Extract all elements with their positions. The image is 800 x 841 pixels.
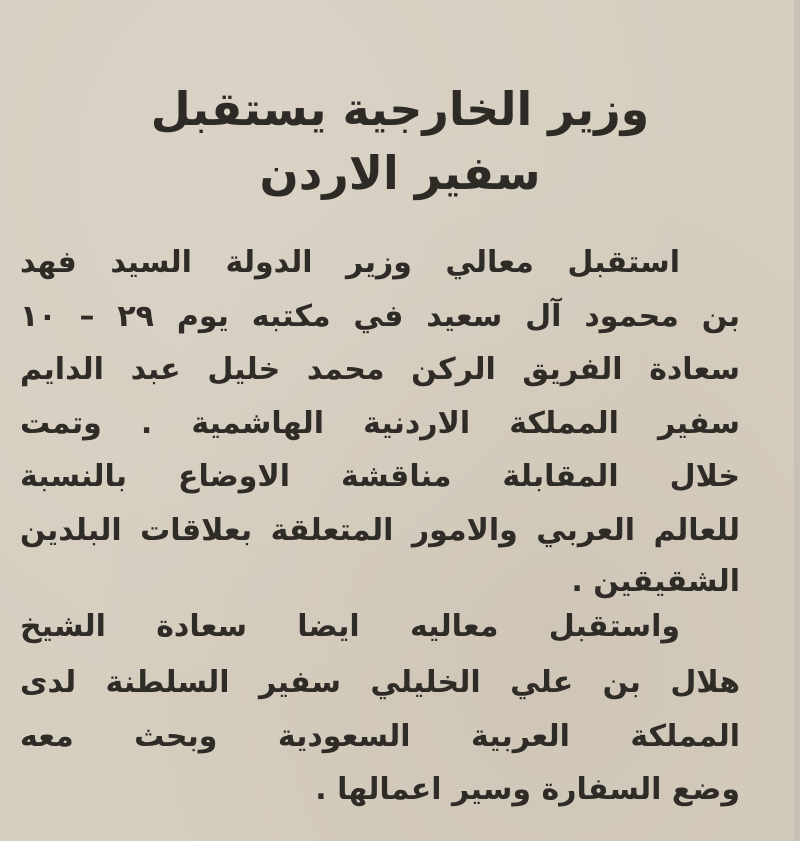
paragraph-2-line-4: وضع السفارة وسير اعمالها . (315, 772, 740, 807)
paragraph-2-line-3: المملكة العربية السعودية وبحث معه (20, 719, 740, 754)
paragraph-1-line-7: الشقيقين . (571, 564, 740, 599)
paragraph-1-line-4: سفير المملكة الاردنية الهاشمية . وتمت (20, 406, 740, 441)
scan-edge (794, 0, 800, 841)
paragraph-1-line-6: للعالم العربي والامور المتعلقة بعلاقات البلدين (20, 513, 740, 548)
paragraph-1-line-1: استقبل معالي وزير الدولة السيد فهد (20, 245, 680, 280)
headline-line-2: سفير الاردن (259, 146, 541, 200)
headline-line-1: وزير الخارجية يستقبل (150, 82, 650, 136)
paragraph-1-line-3: سعادة الفريق الركن محمد خليل عبد الدايم (20, 352, 740, 387)
paragraph-1-line-2: بن محمود آل سعيد في مكتبه يوم ٢٩ – ١٠ (20, 299, 740, 334)
paragraph-2-line-1: واستقبل معاليه ايضا سعادة الشيخ (20, 609, 680, 644)
paragraph-1-line-5: خلال المقابلة مناقشة الاوضاع بالنسبة (20, 459, 740, 494)
paragraph-2-line-2: هلال بن علي الخليلي سفير السلطنة لدى (20, 665, 740, 700)
